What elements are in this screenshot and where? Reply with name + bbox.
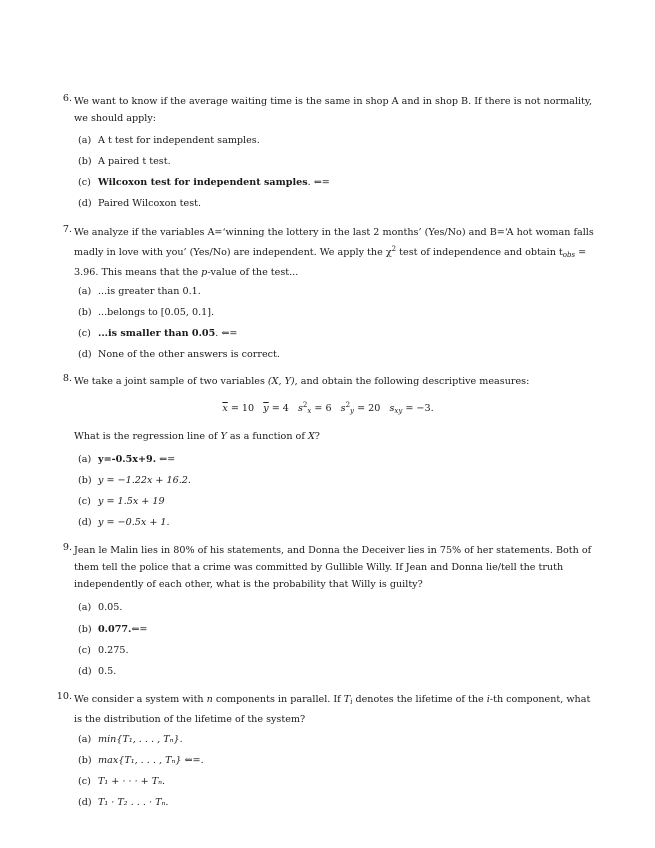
text-segment: We consider a system with <box>74 694 207 705</box>
option-label: (d) <box>78 797 92 808</box>
option-b-correct <box>78 624 147 637</box>
subscript: obs <box>562 251 576 259</box>
option-text: y = 1.5x + 19 <box>98 496 165 507</box>
option-text: ...is smaller than 0.05 <box>98 328 216 339</box>
text-segment: We analyze if the variables A=‘winning the lottery in the last 2 months’ (Yes/No) and B=‘A hot woman falls madly in love with you’ (Yes/No) are independent. We apply the χ <box>74 227 594 258</box>
option-text: y = −1.22x + 16.2. <box>98 475 191 486</box>
question-text: We want to know if the average waiting time is the same in shop A and in shop B. If there is not normality, we should apply: <box>74 96 593 124</box>
option-text: y=-0.5x+9. <box>98 454 157 465</box>
question-text <box>74 373 594 390</box>
option-d <box>78 198 201 211</box>
math-vars: (X, Y) <box>267 376 295 387</box>
text-segment: ? <box>314 431 320 442</box>
text-segment: What is the regression line of <box>74 431 221 442</box>
superscript: 2 <box>391 245 397 253</box>
option-b <box>78 156 171 169</box>
question-text <box>74 691 594 728</box>
answer-marker: ⇐= <box>156 454 176 465</box>
option-label: (c) <box>78 496 91 507</box>
question-number: 10. <box>56 691 72 702</box>
text-segment: We take a joint sample of two variables <box>74 376 268 387</box>
covariance-xy <box>389 403 433 414</box>
option-label: (d) <box>78 517 92 528</box>
option-b <box>78 307 214 320</box>
mean-x <box>222 403 254 414</box>
option-c-correct <box>78 328 237 341</box>
option-label: (d) <box>78 666 92 677</box>
option-d <box>78 797 168 810</box>
option-text: 0.5. <box>98 666 117 677</box>
option-a <box>78 286 201 299</box>
option-c-correct <box>78 177 330 190</box>
text-segment: test of independence and obtain t <box>396 247 563 258</box>
question-number: 7. <box>62 224 72 235</box>
answer-marker: ⇐= <box>131 624 148 635</box>
math-var: i <box>486 694 490 705</box>
option-d <box>78 666 116 679</box>
option-c <box>78 776 165 789</box>
option-text: 0.077. <box>98 624 132 635</box>
option-text: 0.05. <box>98 602 123 613</box>
sx-value: = 6 <box>314 403 332 414</box>
sy-sup: 2 <box>345 401 351 409</box>
option-d <box>78 517 170 530</box>
sx-sup: 2 <box>302 401 308 409</box>
question-text: Jean le Malin lies in 80% of his statements, and Donna the Deceiver lies in 75% of her statements. Both of them tell the police that a crime was committed by Gullible Willy. If Jean and Donna lie/tell the truth independently of each other, what is the probability that Willy is guilty? <box>74 545 592 590</box>
option-text: ...belongs to [0.05, 0.1]. <box>98 307 215 318</box>
option-text: A paired t test. <box>98 156 171 167</box>
ybar-value: = 4 <box>271 403 289 414</box>
option-text: T₁ + · · · + Tₙ. <box>98 776 166 787</box>
option-c <box>78 645 129 658</box>
option-label: (c) <box>78 776 91 787</box>
option-label: (b) <box>78 755 92 766</box>
text-segment: -th component, what is the distribution of the lifetime of the system? <box>74 694 591 725</box>
option-label: (c) <box>78 645 91 656</box>
text-segment: as a function of <box>226 431 308 442</box>
question-number: 9. <box>62 542 72 553</box>
option-label: (b) <box>78 475 92 486</box>
option-text: T₁ · T₂ . . . · Tₙ. <box>98 797 169 808</box>
option-b-correct <box>78 755 204 768</box>
option-text: ...is greater than 0.1. <box>98 286 201 297</box>
text-segment: -value of the test... <box>207 267 299 278</box>
option-label: (c) <box>78 328 91 339</box>
option-text: Wilcoxon test for independent samples <box>98 177 308 188</box>
option-label: (a) <box>78 602 92 613</box>
option-a <box>78 135 260 148</box>
question-text <box>74 224 594 281</box>
option-a <box>78 734 183 747</box>
ybar: $\overline{y}$ <box>263 403 269 414</box>
question-number: 6. <box>62 93 72 104</box>
math-var: T <box>343 694 351 705</box>
math-var: X <box>307 431 315 442</box>
option-text: y = −0.5x + 1. <box>98 517 170 528</box>
text-segment: denotes the lifetime of the <box>352 694 487 705</box>
option-text: min{T₁, . . . , Tₙ}. <box>98 734 183 745</box>
sxy-symbol: s <box>389 403 395 414</box>
mean-y <box>263 403 289 414</box>
option-label: (b) <box>78 307 92 318</box>
sxy-value: = −3. <box>405 403 434 414</box>
option-label: (b) <box>78 156 92 167</box>
sx-sub: x <box>307 407 312 415</box>
text-segment: , and obtain the following descriptive measures: <box>294 376 530 387</box>
option-label: (a) <box>78 734 92 745</box>
sx-symbol: s <box>297 403 303 414</box>
option-label: (d) <box>78 349 92 360</box>
question-number: 8. <box>62 373 72 384</box>
option-a <box>78 602 122 615</box>
math-var: Y <box>220 431 227 442</box>
xbar: $\overline{x}$ <box>222 403 228 414</box>
option-label: (d) <box>78 198 92 209</box>
option-d <box>78 349 280 362</box>
sy-sub: y <box>350 407 355 415</box>
option-label: (c) <box>78 177 91 188</box>
answer-marker: . ⇐= <box>307 177 330 188</box>
math-var: p <box>201 267 208 278</box>
option-text: A t test for independent samples. <box>98 135 260 146</box>
descriptive-measures-formula <box>58 401 598 416</box>
option-label: (a) <box>78 286 92 297</box>
text-segment: components in parallel. If <box>212 694 344 705</box>
option-text: 0.275. <box>98 645 129 656</box>
option-text: max{T₁, . . . , Tₙ} ⇐=. <box>98 755 204 766</box>
text-segment: = 3.96. This means that the <box>74 247 587 278</box>
option-a-correct <box>78 454 175 467</box>
xbar-value: = 10 <box>230 403 255 414</box>
option-c <box>78 496 165 509</box>
question-prompt <box>74 428 594 445</box>
subscript: i <box>350 698 353 706</box>
variance-y <box>341 403 381 414</box>
option-text: None of the other answers is correct. <box>98 349 280 360</box>
option-b <box>78 475 191 488</box>
sxy-sub: xy <box>394 407 403 415</box>
variance-x <box>298 403 332 414</box>
option-label: (b) <box>78 624 92 635</box>
math-var: n <box>206 694 213 705</box>
option-text: Paired Wilcoxon test. <box>98 198 202 209</box>
answer-marker: . ⇐= <box>215 328 238 339</box>
option-label: (a) <box>78 454 92 465</box>
sy-value: = 20 <box>357 403 381 414</box>
option-label: (a) <box>78 135 92 146</box>
sy-symbol: s <box>340 403 346 414</box>
